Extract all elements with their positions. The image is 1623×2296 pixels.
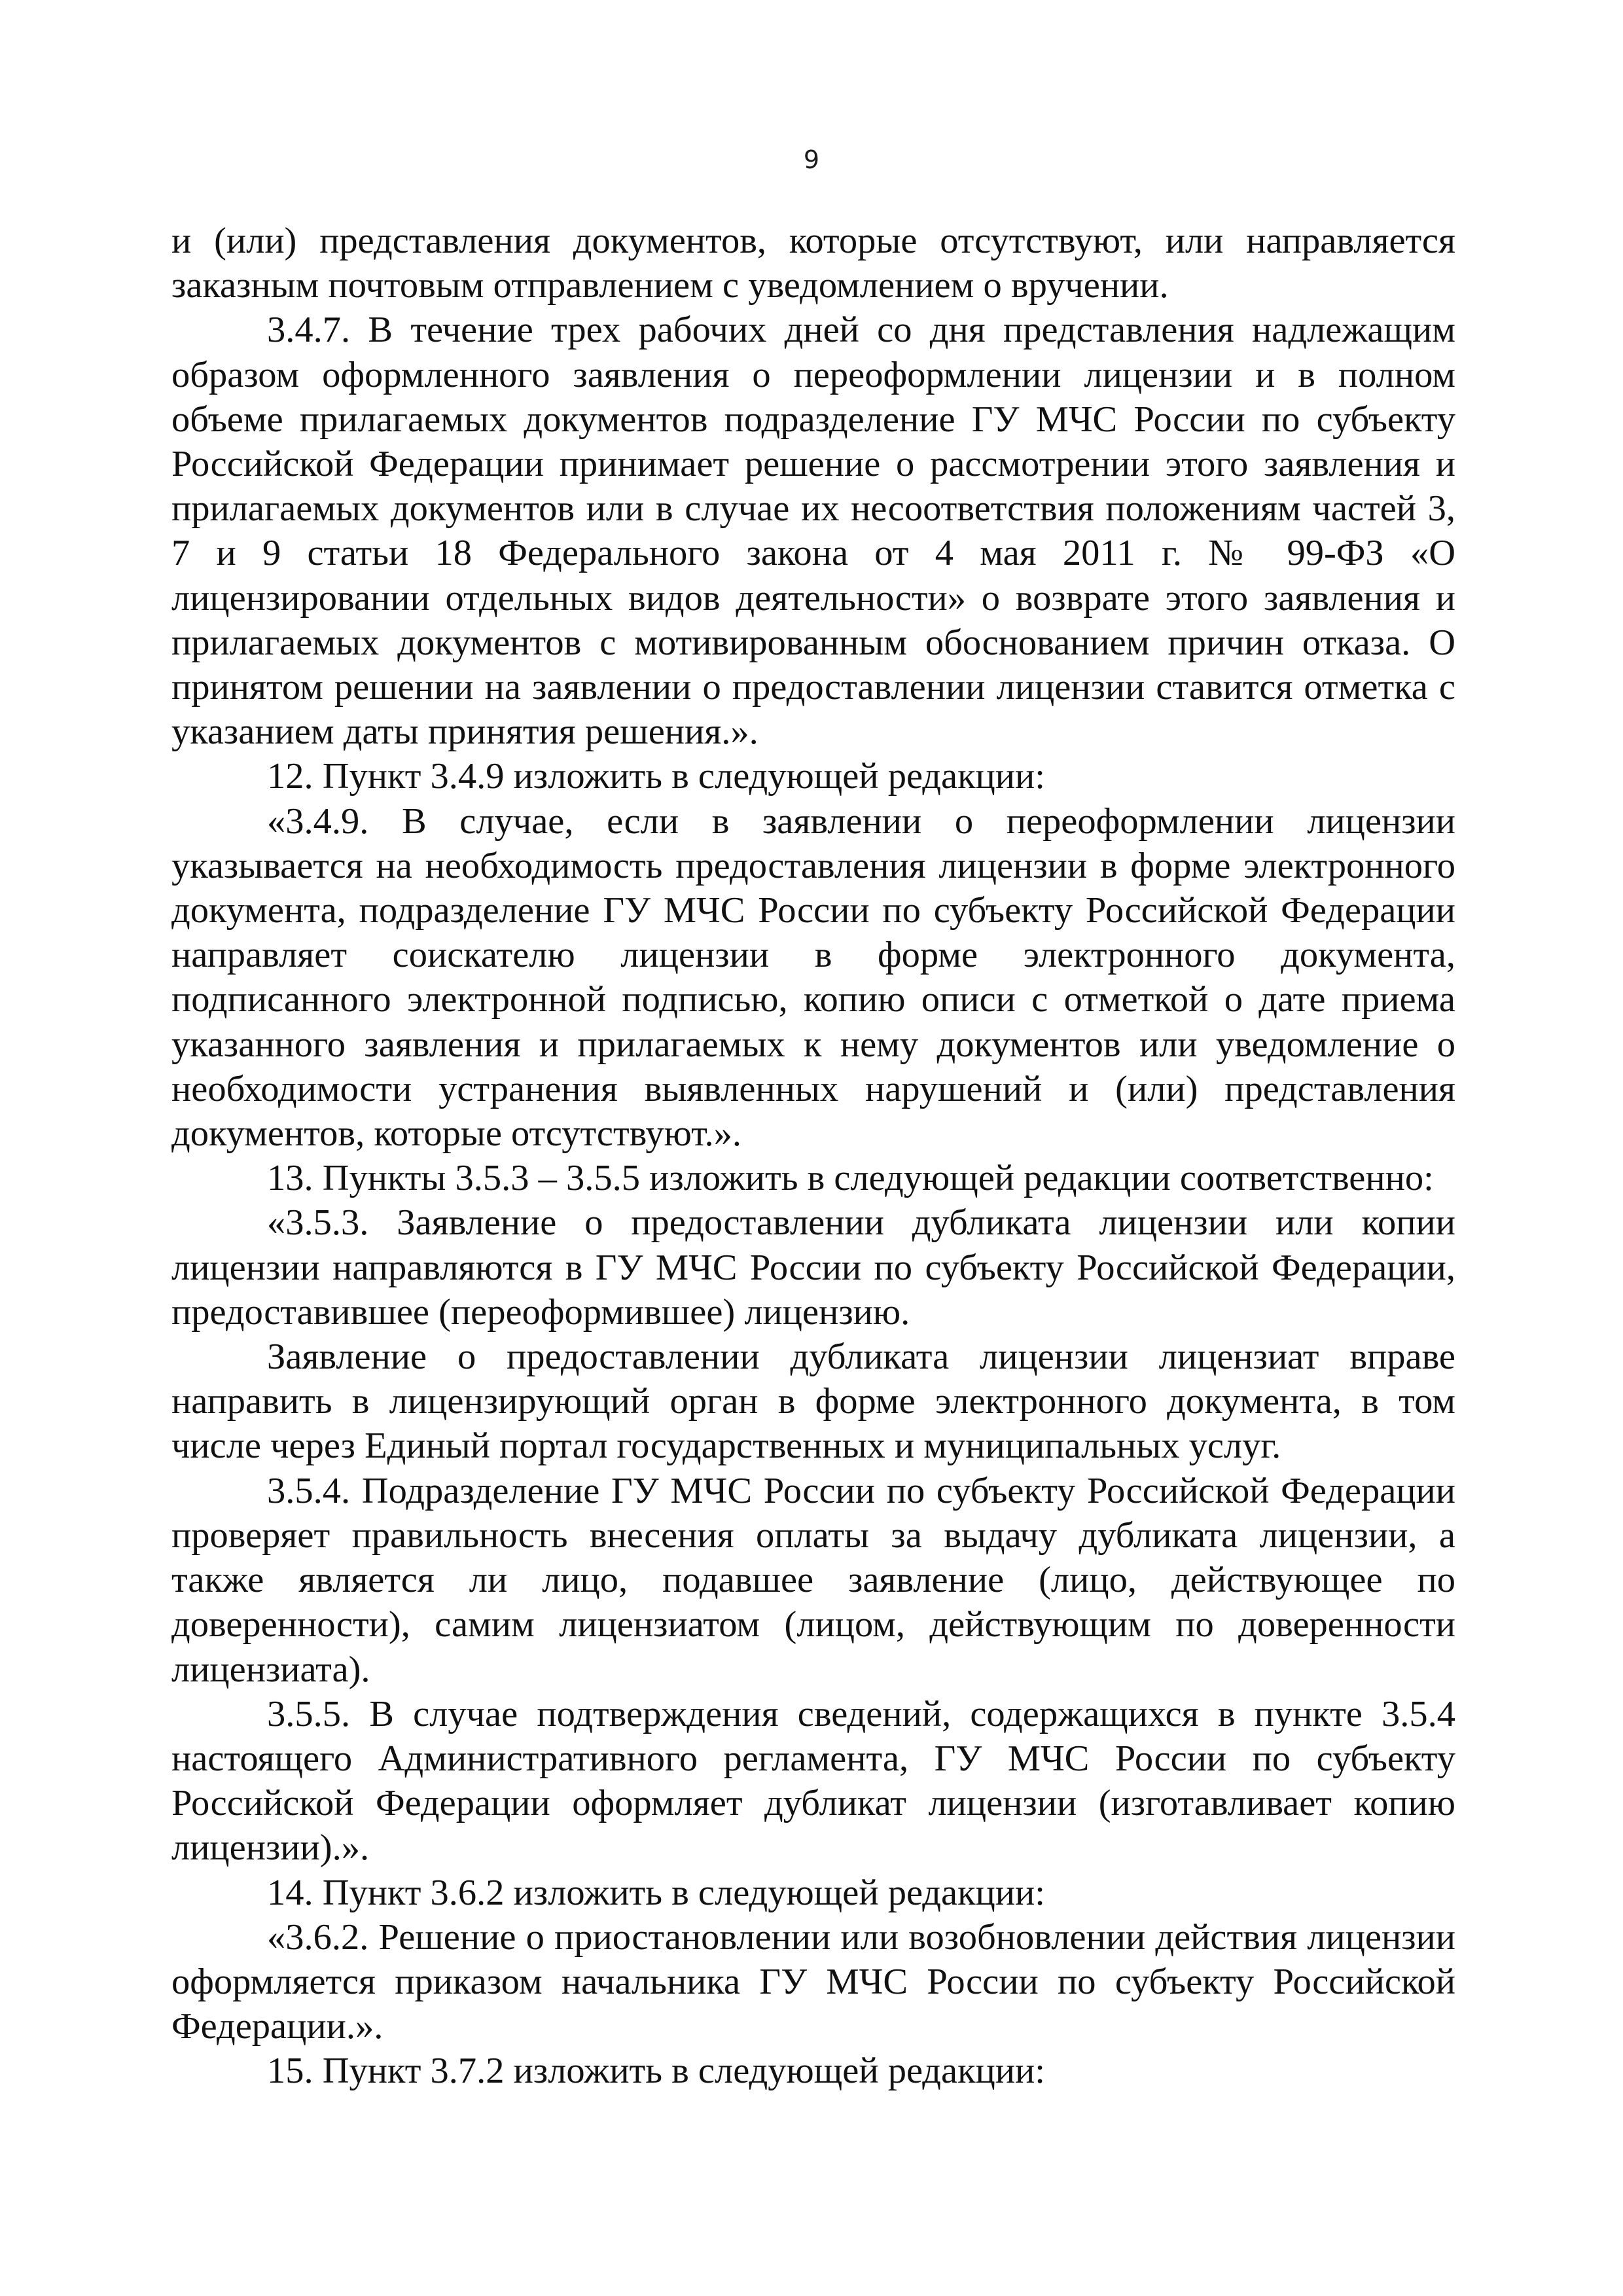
document-body bbox=[171, 219, 1455, 2094]
paragraph: 13. Пункты 3.5.3 – 3.5.5 изложить в следующей редакции соответственно: bbox=[267, 1158, 1434, 1199]
paragraph: «3.5.3. Заявление о предоставлении дубликата лицензии или копии лицензии направляются в ГУ МЧС России по субъекту Российской Федерации, предоставившее (переоформившее) лицензию. bbox=[171, 1202, 1455, 1333]
page-number: 9 bbox=[803, 145, 820, 174]
paragraph: 14. Пункт 3.6.2 изложить в следующей редакции: bbox=[267, 1872, 1045, 1913]
paragraph: «3.6.2. Решение о приостановлении или возобновлении действия лицензии оформляется приказом начальника ГУ МЧС России по субъекту Российской Федерации.». bbox=[171, 1916, 1455, 2047]
paragraph: «3.4.9. В случае, если в заявлении о переоформлении лицензии указывается на необходимость предоставления лицензии в форме электронного документа, подразделение ГУ МЧС России по субъекту Российской Федерации направляет соискателю лицензии в форме электронного документа, подписанного электронной подписью, копию описи с отметкой о дате приема указанного заявления и прилагаемых к нему документов или уведомление о необходимости устранения выявленных нарушений и (или) представления документов, которые отсутствуют.». bbox=[171, 800, 1455, 1155]
paragraph: 3.5.4. Подразделение ГУ МЧС России по субъекту Российской Федерации проверяет правильность внесения оплаты за выдачу дубликата лицензии, а также является ли лицо, подавшее заявление (лицо, действующее по доверенности), самим лицензиатом (лицом, действующим по доверенности лицензиата). bbox=[171, 1470, 1455, 1690]
paragraph: 15. Пункт 3.7.2 изложить в следующей редакции: bbox=[267, 2051, 1045, 2092]
paragraph: 3.5.5. В случае подтверждения сведений, содержащихся в пункте 3.5.4 настоящего Административного регламента, ГУ МЧС России по субъекту Российской Федерации оформляет дубликат лицензии (изготавливает копию лицензии).». bbox=[171, 1693, 1455, 1869]
paragraph: 3.4.7. В течение трех рабочих дней со дня представления надлежащим образом оформленного заявления о переоформлении лицензии и в полном объеме прилагаемых документов подразделение ГУ МЧС России по субъекту Российской Федерации принимает решение о рассмотрении этого заявления и прилагаемых документов или в случае их несоответствия положениям частей 3, 7 и 9 статьи 18 Федерального закона от 4 мая 2011 г. № 99-ФЗ «О лицензировании отдельных видов деятельности» о возврате этого заявления и прилагаемых документов с мотивированным обоснованием причин отказа. О принятом решении на заявлении о предоставлении лицензии ставится отметка с указанием даты принятия решения.». bbox=[171, 310, 1455, 753]
paragraph: 12. Пункт 3.4.9 изложить в следующей редакции: bbox=[267, 756, 1045, 797]
paragraph: и (или) представления документов, которые отсутствуют, или направляется заказным почтовым отправлением с уведомлением о вручении. bbox=[171, 221, 1455, 306]
paragraph: Заявление о предоставлении дубликата лицензии лицензиат вправе направить в лицензирующий орган в форме электронного документа, в том числе через Единый портал государственных и муниципальных услуг. bbox=[171, 1336, 1455, 1467]
